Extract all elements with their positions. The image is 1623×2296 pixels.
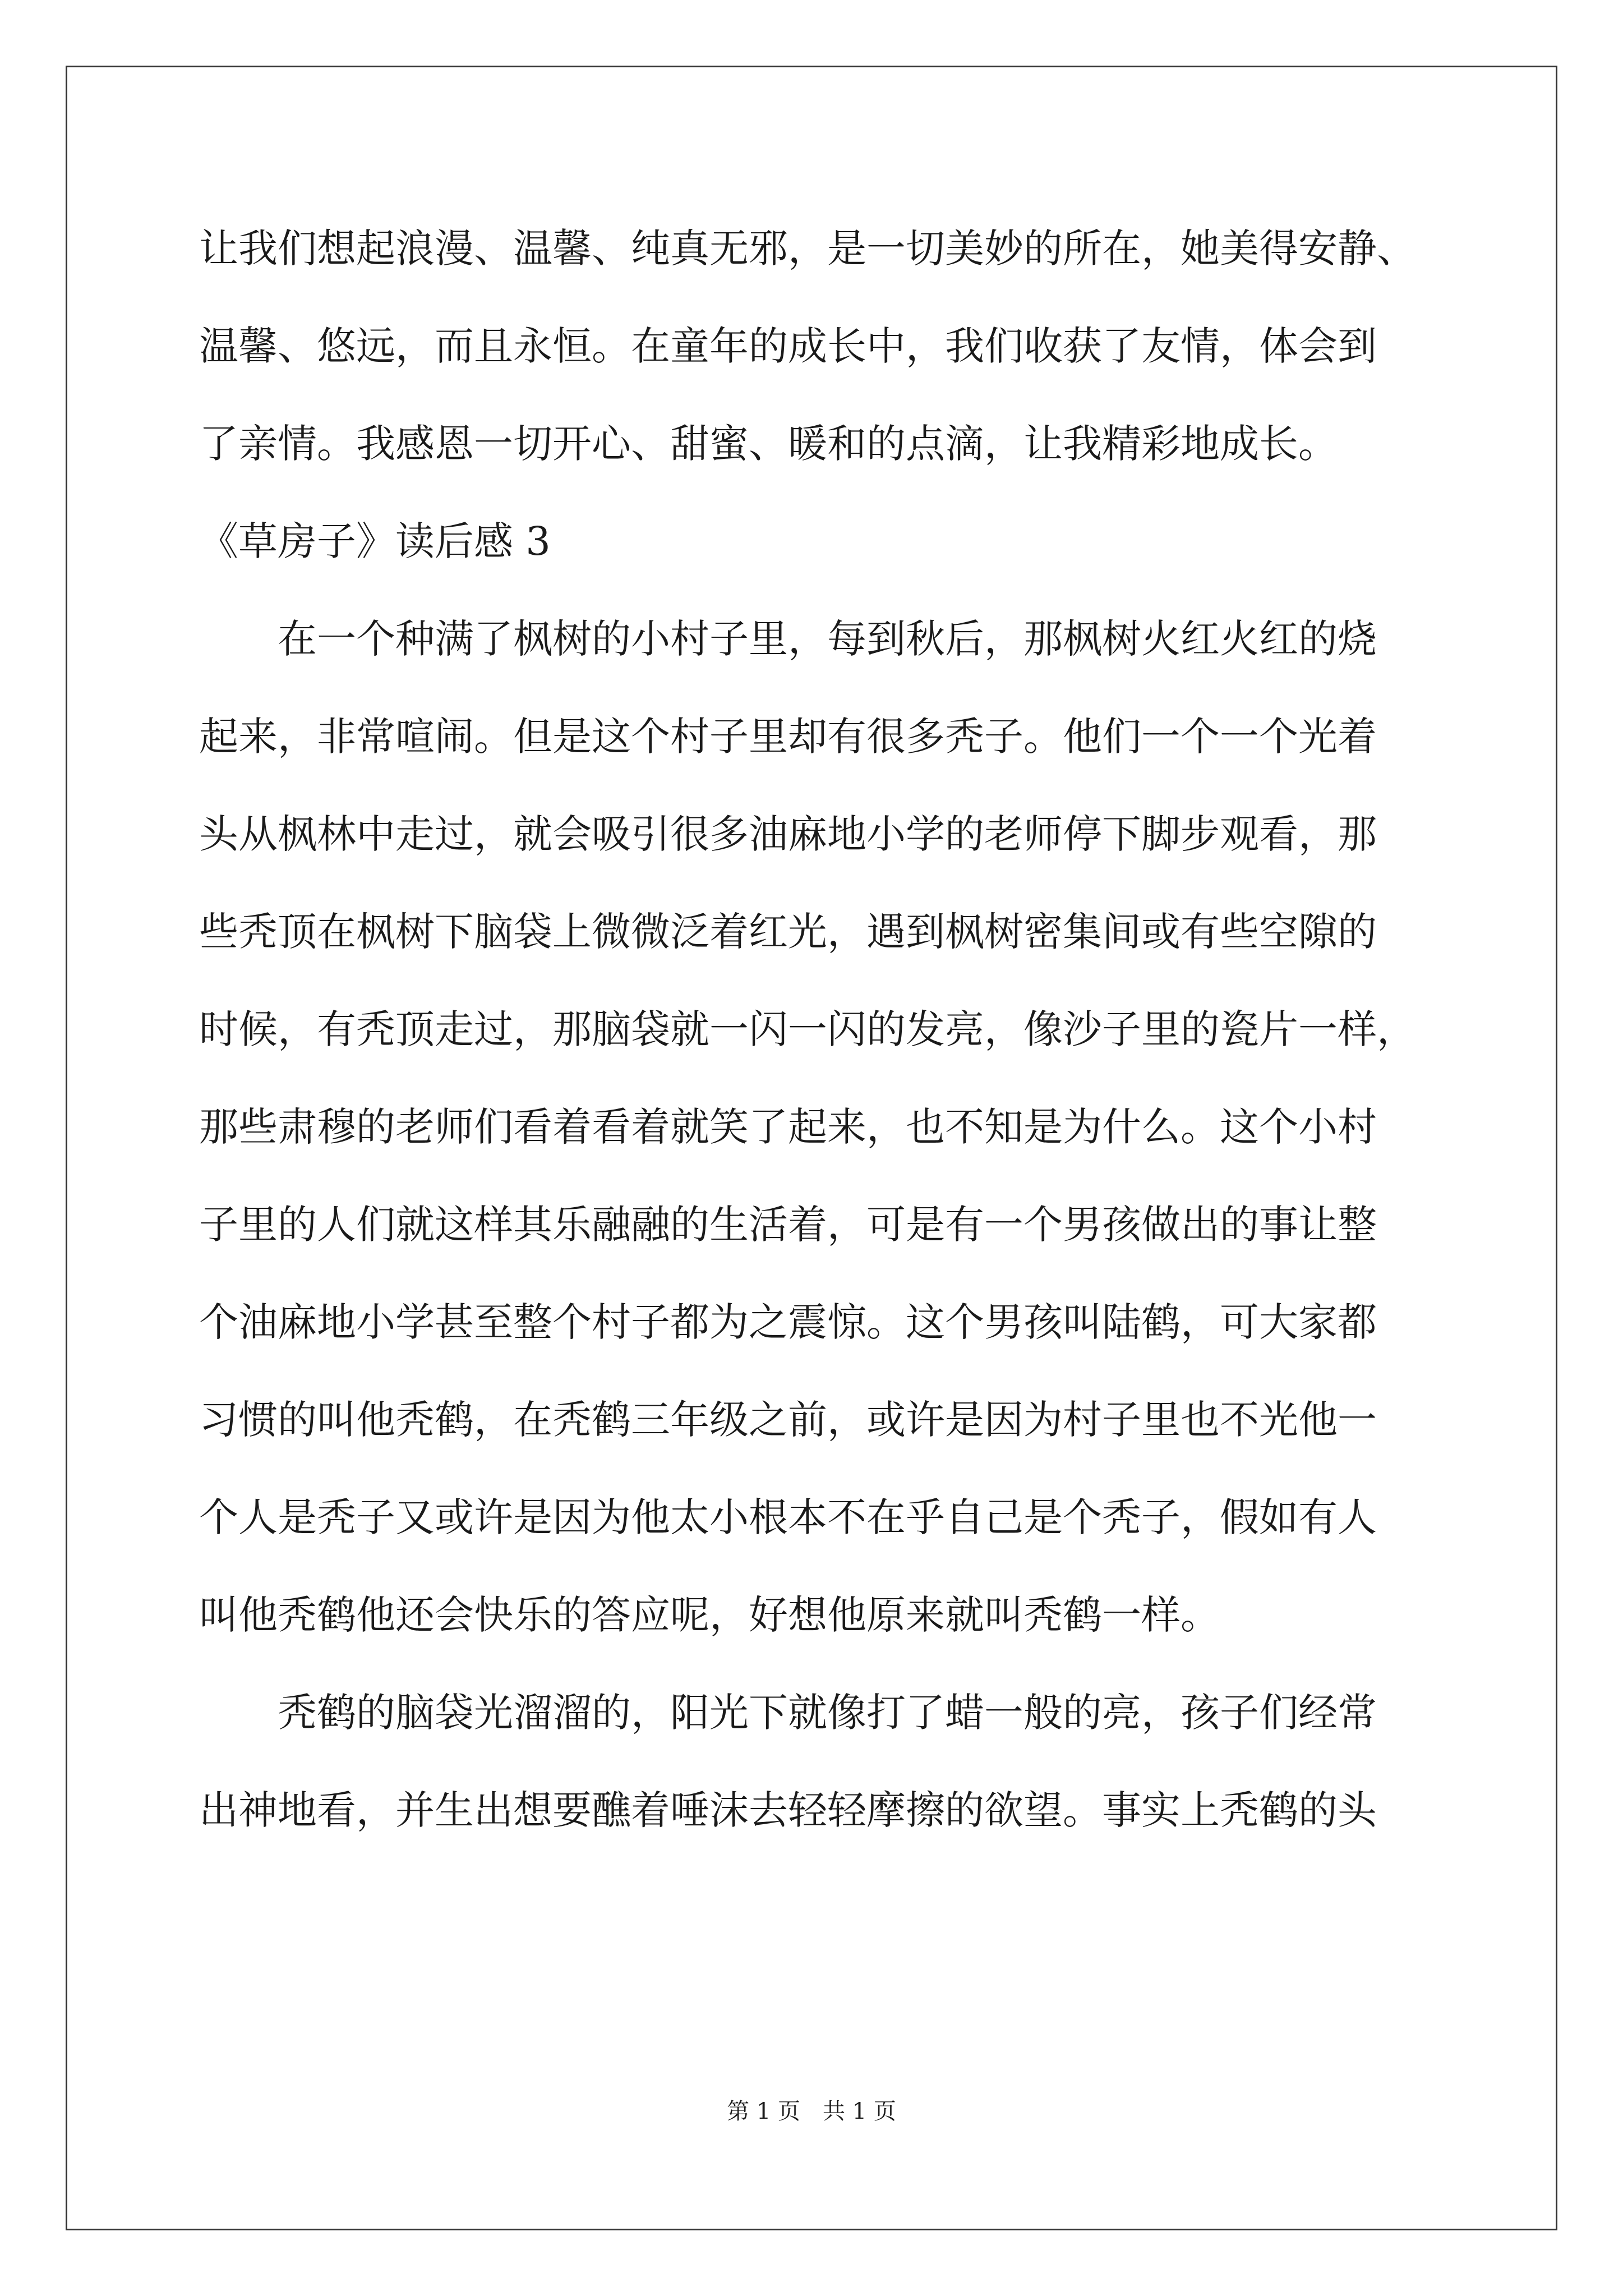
- text-line: 叫他秃鹤他还会快乐的答应呢，好想他原来就叫秃鹤一样。: [199, 1592, 1220, 1638]
- text-line: 起来，非常喧闹。但是这个村子里却有很多秃子。他们一个一个光着: [199, 714, 1377, 760]
- document-body: [199, 200, 1433, 1859]
- text-line: 头从枫林中走过，就会吸引很多油麻地小学的老师停下脚步观看，那: [199, 811, 1377, 857]
- text-line: 秃鹤的脑袋光溜溜的，阳光下就像打了蜡一般的亮，孩子们经常: [199, 1690, 1377, 1736]
- text-line: 子里的人们就这样其乐融融的生活着，可是有一个男孩做出的事让整: [199, 1202, 1377, 1248]
- text-line: 个油麻地小学甚至整个村子都为之震惊。这个男孩叫陆鹤，可大家都: [199, 1299, 1377, 1345]
- text-line: 些秃顶在枫树下脑袋上微微泛着红光，遇到枫树密集间或有些空隙的: [199, 909, 1377, 955]
- text-line: 个人是秃子又或许是因为他太小根本不在乎自己是个秃子，假如有人: [199, 1494, 1377, 1540]
- text-line: 出神地看，并生出想要醮着唾沫去轻轻摩擦的欲望。事实上秃鹤的头: [199, 1787, 1377, 1833]
- page-number-footer: 第 1 页 共 1 页: [727, 2099, 896, 2124]
- text-line: 那些肃穆的老师们看着看着就笑了起来，也不知是为什么。这个小村: [199, 1104, 1377, 1150]
- text-line: 在一个种满了枫树的小村子里，每到秋后，那枫树火红火红的烧: [199, 616, 1377, 662]
- section-heading: 《草房子》读后感 3: [199, 518, 551, 564]
- text-line: 时候，有秃顶走过，那脑袋就一闪一闪的发亮，像沙子里的瓷片一样，: [199, 1006, 1416, 1052]
- text-line: 温馨、悠远，而且永恒。在童年的成长中，我们收获了友情，体会到: [199, 323, 1377, 369]
- text-line: 习惯的叫他秃鹤，在秃鹤三年级之前，或许是因为村子里也不光他一: [199, 1397, 1377, 1443]
- text-line: 了亲情。我感恩一切开心、甜蜜、暖和的点滴，让我精彩地成长。: [199, 421, 1338, 467]
- text-line: 让我们想起浪漫、温馨、纯真无邪，是一切美妙的所在，她美得安静、: [199, 226, 1416, 272]
